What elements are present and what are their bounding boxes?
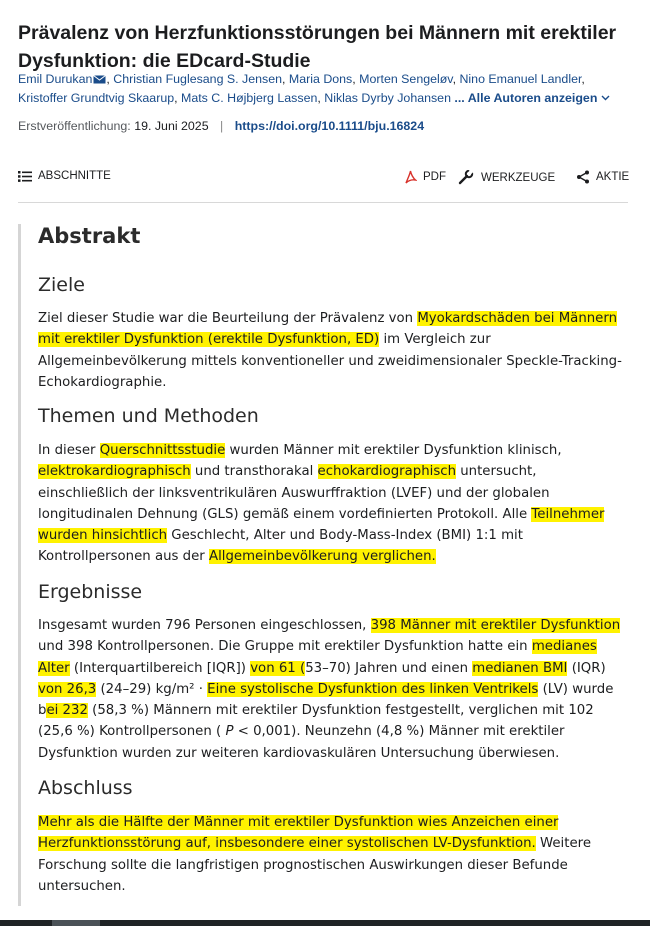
toolbar-divider (18, 202, 628, 203)
sections-button[interactable] (18, 170, 111, 182)
sections-label: ABSCHNITTE (38, 170, 111, 182)
pdf-button[interactable] (404, 170, 446, 184)
publication-info (18, 119, 424, 133)
share-button[interactable] (576, 170, 629, 184)
ellipsis: ... (454, 91, 465, 105)
doi-link[interactable]: https://doi.org/10.1111/bju.16824 (234, 119, 425, 133)
conclusion-heading: Abschluss (38, 777, 133, 799)
email-icon[interactable] (93, 71, 106, 89)
results-heading: Ergebnisse (38, 581, 143, 603)
chevron-down-icon (601, 91, 610, 105)
wrench-icon (458, 170, 475, 185)
author-link[interactable]: Maria Dons (288, 72, 353, 86)
pdf-icon (404, 170, 417, 184)
show-all-authors-button[interactable] (454, 91, 609, 105)
author-list: Emil Durukan , Christian Fuglesang S. Jensen, Maria Dons, Morten Sengeløv, Nino Emanuel Landler, Kristoffer Grundtvig Skaarup, Mats C. Højbjerg Lassen, Niklas Dyrby Johansen ... Alle Autoren anzeigen (18, 70, 633, 107)
tools-button[interactable] (458, 170, 555, 185)
pub-label: Erstveröffentlichung: (18, 119, 131, 133)
tools-label: WERKZEUGE (481, 171, 556, 184)
goals-paragraph: Ziel dieser Studie war die Beurteilung der Prävalenz von Myokardschäden bei Männern mit erektiler Dysfunktion (erektile Dysfunktion, ED) im Vergleich zur Allgemeinbevölkerung mittels konventioneller und zweidimensionaler Speckle-Tracking-Echokardiographie. (38, 311, 622, 390)
abstract-heading: Abstrakt (38, 224, 141, 248)
article-title: Prävalenz von Herzfunktionsstörungen bei Männern mit erektiler Dysfunktion: die EDcard-Studie (18, 22, 617, 73)
pdf-label: PDF (423, 171, 446, 183)
share-label: AKTIE (596, 171, 630, 183)
author-link[interactable]: Morten Sengeløv (359, 72, 453, 86)
conclusion-paragraph: Mehr als die Hälfte der Männer mit erektiler Dysfunktion wies Anzeichen einer Herzfunktionsstörung auf, insbesondere einer systolischen LV-Dysfunktion. Weitere Forschung sollte die langfristigen prognostischen Auswirkungen dieser Befunde untersuchen. (38, 815, 592, 894)
results-paragraph: Insgesamt wurden 796 Personen eingeschlossen, 398 Männer mit erektiler Dysfunktion und 398 Kontrollpersonen. Die Gruppe mit erektiler Dysfunktion hatte ein medianes Alter (Interquartilbereich [IQR]) von 61 (53–70) Jahren und einen medianen BMI (IQR) von 26,3 (24–29) kg/m² · Eine systolische Dysfunktion des linken Ventrikels (LV) wurde bei 232 (58,3 %) Männern mit erektiler Dysfunktion festgestellt, verglichen mit 102 (25,6 %) Kontrollpersonen ( P < 0,001). Neunzehn (4,8 %) Männer mit erektiler Dysfunktion wurden zur weiteren kardiovaskulären Untersuchung überwiesen. (38, 618, 621, 761)
article-toolbar (18, 166, 628, 196)
abstract-border (18, 224, 21, 906)
list-icon (18, 171, 32, 182)
bottom-bar (0, 920, 650, 926)
author-link[interactable]: Nino Emanuel Landler (459, 72, 582, 86)
author-link[interactable]: Christian Fuglesang S. Jensen (113, 72, 283, 86)
methods-paragraph: In dieser Querschnittsstudie wurden Männer mit erektiler Dysfunktion klinisch, elektrokardiographisch und transthorakal echokardiographisch untersucht, einschließlich der linksventrikulären Auswurffraktion (LVEF) und der globalen longitudinalen Dehnung (GLS) gemäß einem vordefinierten Protokoll. Alle Teilnehmer wurden hinsichtlich Geschlecht, Alter und Body-Mass-Index (BMI) 1:1 mit Kontrollpersonen aus der Allgemeinbevölkerung verglichen. (38, 443, 605, 565)
author-link[interactable]: Emil Durukan (18, 72, 93, 86)
author-link[interactable]: Niklas Dyrby Johansen (324, 91, 451, 105)
methods-heading: Themen und Methoden (38, 405, 259, 427)
show-all-label: Alle Autoren anzeigen (467, 91, 598, 105)
author-link[interactable]: Kristoffer Grundtvig Skaarup (18, 91, 175, 105)
goals-heading: Ziele (38, 274, 85, 296)
author-link[interactable]: Mats C. Højbjerg Lassen (181, 91, 318, 105)
bottom-bar-tab[interactable] (52, 920, 100, 926)
pub-separator: | (220, 119, 224, 133)
share-icon (576, 170, 590, 184)
pub-date: 19. Juni 2025 (134, 119, 209, 133)
